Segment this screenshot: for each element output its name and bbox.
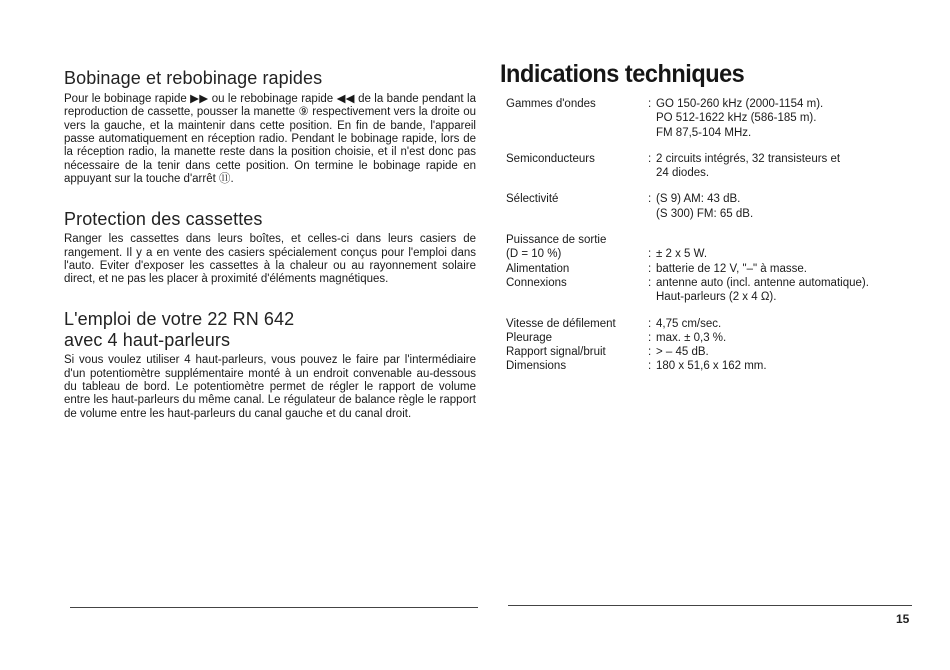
section-body: Pour le bobinage rapide ▶▶ ou le rebobinage rapide ◀◀ de la bande pendant la reproduction de cassette, pousser la manette ⑨ respectivement vers la droite ou vers la gauche, et la maintenir dans cette position. En fin de bande, l'appareil passe automatiquement en réception radio. Pendant le bobinage rapide, lors de la réception radio, la manette reste dans la position choisie, et il n'est donc pas nécessaire de la tenir dans cette position. On termine le bobinage rapide en appuyant sur la touche d'arrêt ⑪. xyxy=(64,92,476,186)
spec-value-line: ± 2 x 5 W. xyxy=(656,248,708,261)
spec-label: Dimensions xyxy=(506,360,567,373)
spec-row xyxy=(500,262,920,276)
footer-rule-left xyxy=(70,607,478,608)
spec-colon: : xyxy=(648,331,652,344)
spec-value-line: max. ± 0,3 %. xyxy=(656,331,727,344)
spec-label: Vitesse de défilement xyxy=(506,317,616,330)
section-heading xyxy=(64,309,476,350)
spec-value-line: PO 512-1622 kHz (586-185 m). xyxy=(656,112,817,125)
spec-row xyxy=(500,152,920,181)
spec-colon: : xyxy=(648,317,652,330)
spec-colon: : xyxy=(648,152,652,165)
spec-label: Pleurage xyxy=(506,331,553,344)
spec-colon: : xyxy=(648,346,652,359)
spec-value-line: 180 x 51,6 x 162 mm. xyxy=(656,360,767,373)
spec-colon: : xyxy=(648,360,652,373)
spec-label: Sélectivité xyxy=(506,193,559,206)
spec-value xyxy=(656,345,920,359)
spec-row xyxy=(500,331,920,345)
spec-colon: : xyxy=(648,262,652,275)
spec-value-line: batterie de 12 V, "–" à masse. xyxy=(656,262,807,275)
left-column xyxy=(64,68,476,421)
spec-label: Semiconducteurs xyxy=(506,152,595,165)
spec-label xyxy=(506,233,646,262)
section-fast-winding xyxy=(64,68,476,187)
spec-value-line: (S 300) FM: 65 dB. xyxy=(656,207,754,220)
section-heading-line2: avec 4 haut-parleurs xyxy=(64,329,231,350)
spec-label: Gammes d'ondes xyxy=(506,98,596,110)
spec-value-line: 2 circuits intégrés, 32 transisteurs et xyxy=(656,152,841,165)
spec-value xyxy=(648,233,920,262)
spec-value xyxy=(656,331,920,345)
section-heading: Protection des cassettes xyxy=(64,208,263,229)
spec-colon: : xyxy=(648,193,652,206)
right-column xyxy=(500,60,920,374)
spec-row xyxy=(500,276,920,305)
spec-colon: : xyxy=(648,248,652,261)
spec-colon: : xyxy=(648,276,652,289)
spec-value-line: 4,75 cm/sec. xyxy=(656,317,722,330)
spec-row xyxy=(500,192,920,221)
spec-row xyxy=(500,359,920,373)
spec-value-line: GO 150-260 kHz (2000-1154 m). xyxy=(656,98,824,110)
spec-value-line: > – 45 dB. xyxy=(656,346,709,359)
spec-value xyxy=(656,276,920,305)
spec-colon: : xyxy=(648,98,652,110)
spec-value-line: Haut-parleurs (2 x 4 Ω). xyxy=(656,291,777,304)
spec-value xyxy=(656,152,920,181)
section-cassette-protection xyxy=(64,209,476,287)
spec-row xyxy=(500,345,920,359)
spec-value-line: FM 87,5-104 MHz. xyxy=(656,126,752,139)
spec-value xyxy=(656,317,920,331)
spec-label-line: Puissance de sortie xyxy=(506,234,607,247)
section-four-speakers xyxy=(64,309,476,421)
section-heading-line1: L'emploi de votre 22 RN 642 xyxy=(64,308,295,329)
section-body: Si vous voulez utiliser 4 haut-parleurs, vous pouvez le faire par l'intermédiaire d'un potentiomètre supplémentaire monté à un endroit convenable au-dessous du tableau de bord. Le potentiomètre permet de régler le rapport de volume entre les haut-parleurs du même canal. Le régulateur de balance règle le rapport de volume entre les haut-parleurs du canal gauche et du canal droit. xyxy=(64,354,476,420)
spec-value xyxy=(656,97,920,140)
spec-value-line: antenne auto (incl. antenne automatique). xyxy=(656,276,869,289)
spec-value-line: 24 diodes. xyxy=(656,167,710,180)
footer-rule-right xyxy=(508,605,912,606)
spec-value-line: (S 9) AM: 43 dB. xyxy=(656,193,741,206)
page-title: Indications techniques xyxy=(500,60,745,88)
section-heading: Bobinage et rebobinage rapides xyxy=(64,68,323,88)
section-body: Ranger les cassettes dans leurs boîtes, et celles-ci dans leurs casiers de rangement. Il y a en vente des casiers spécialement conçus pour l'emploi dans l'auto. Eviter d'exposer les cassettes à la chaleur ou au rayonnement solaire direct, et ne pas les placer à proximité d'éléments magnétiques. xyxy=(64,233,476,286)
spec-label: Connexions xyxy=(506,276,567,289)
spec-row xyxy=(500,233,920,262)
spec-label: Rapport signal/bruit xyxy=(506,346,606,359)
spec-label: Alimentation xyxy=(506,262,570,275)
spec-value xyxy=(656,192,920,221)
spec-row xyxy=(500,97,920,140)
spec-row xyxy=(500,317,920,331)
spec-value xyxy=(656,359,920,373)
spec-value xyxy=(656,262,920,276)
page-number: 15 xyxy=(896,612,910,626)
spec-label-line: (D = 10 %) xyxy=(506,248,562,261)
